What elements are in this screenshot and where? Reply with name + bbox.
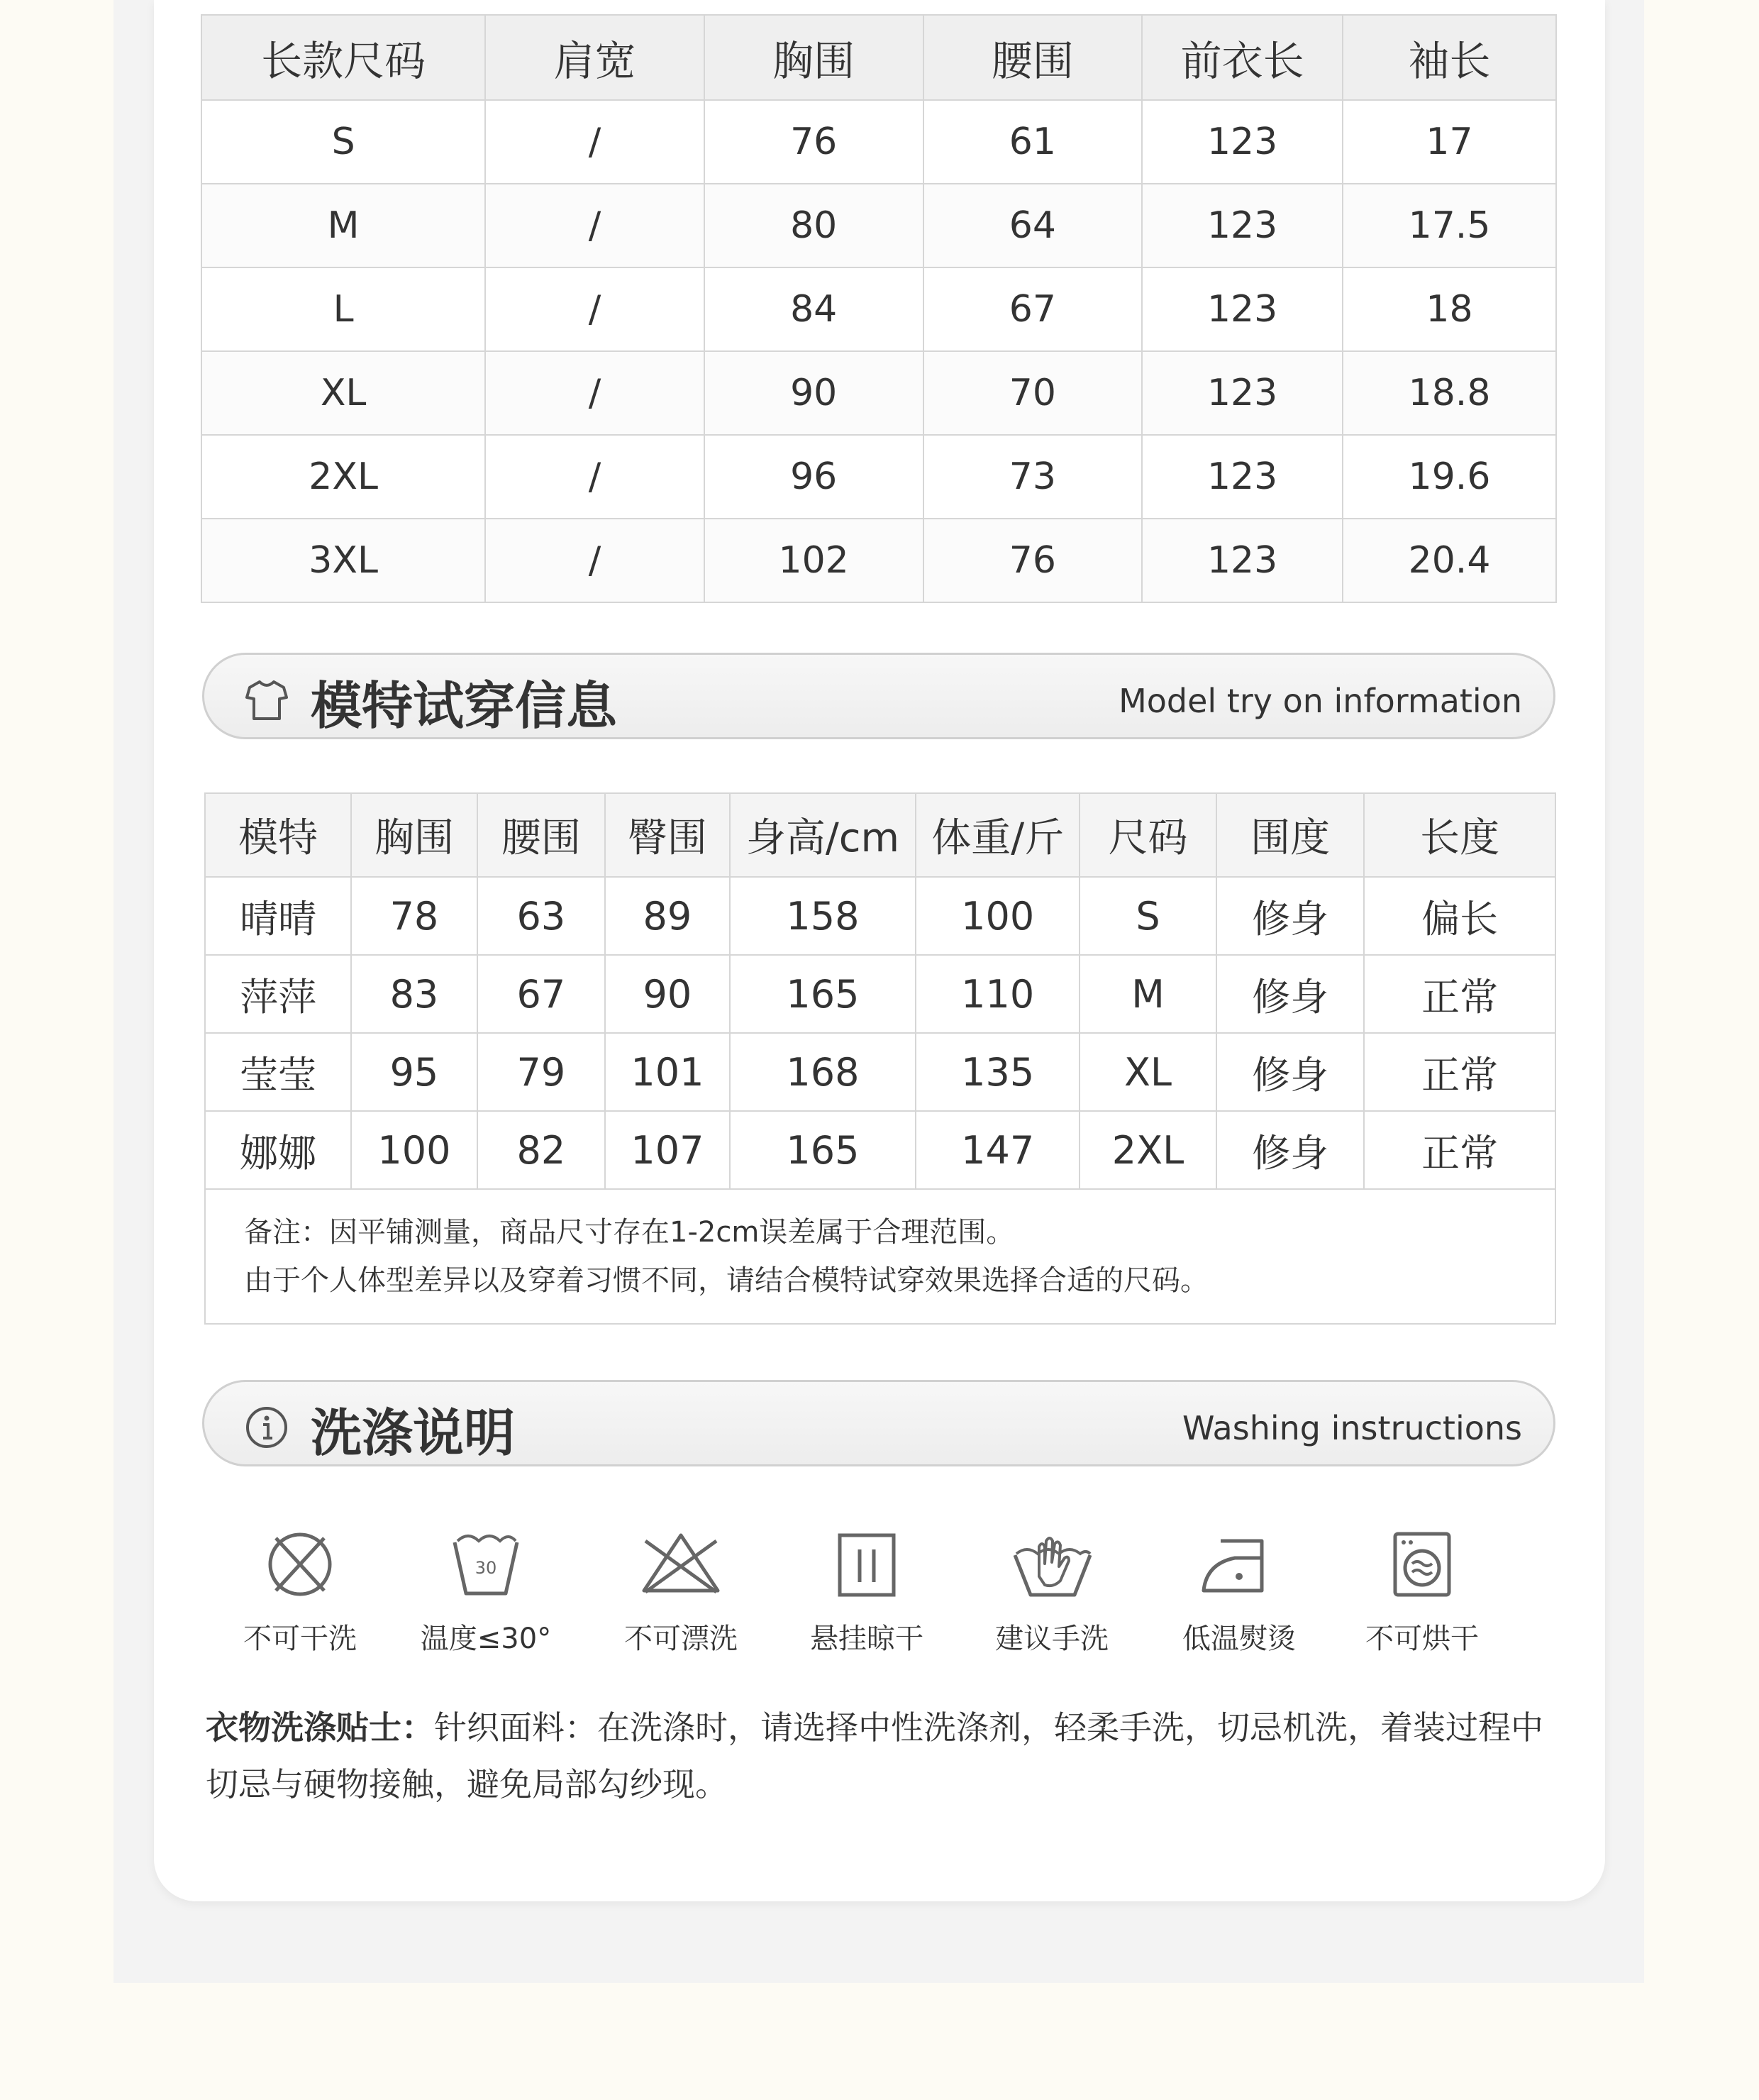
model-cell: 165: [730, 955, 916, 1033]
header-cell: 胸围: [704, 15, 923, 100]
model-cell: 79: [477, 1033, 606, 1111]
size-cell: /: [485, 435, 704, 519]
model-cell: 萍萍: [205, 955, 351, 1033]
model-cell: 63: [477, 877, 606, 955]
size-cell: 17.5: [1343, 184, 1556, 267]
wash-label: 不可烘干: [1365, 1623, 1479, 1655]
model-cell: 正常: [1364, 955, 1555, 1033]
model-cell: S: [1080, 877, 1216, 955]
model-cell: 晴晴: [205, 877, 351, 955]
model-cell: 67: [477, 955, 606, 1033]
size-cell: 123: [1142, 435, 1343, 519]
model-cell: 95: [351, 1033, 477, 1111]
model-info-banner: [202, 653, 1555, 739]
size-cell: 18: [1343, 267, 1556, 351]
model-cell: 101: [605, 1033, 729, 1111]
model-cell: 100: [916, 877, 1080, 955]
model-cell: 正常: [1364, 1033, 1555, 1111]
note-line: 备注：因平铺测量，商品尺寸存在1-2cm误差属于合理范围。: [244, 1216, 1015, 1249]
size-cell: /: [485, 351, 704, 435]
washing-banner: [202, 1380, 1555, 1466]
header-cell: 体重/斤: [916, 793, 1080, 877]
size-cell: 96: [704, 435, 923, 519]
tips-title: 衣物洗涤贴士：: [206, 1708, 434, 1747]
wash-item: [970, 1525, 1133, 1657]
size-cell: XL: [201, 351, 485, 435]
model-cell: 莹莹: [205, 1033, 351, 1111]
model-cell: 89: [605, 877, 729, 955]
note-row: [205, 1189, 1555, 1324]
header-cell: 腰围: [923, 15, 1143, 100]
washing-tips: [206, 1699, 1567, 1813]
model-cell: 100: [351, 1111, 477, 1189]
model-cell: 修身: [1216, 955, 1364, 1033]
table-row: [205, 877, 1555, 955]
note-line: 由于个人体型差异以及穿着习惯不同，请结合模特试穿效果选择合适的尺码。: [244, 1264, 1209, 1297]
size-cell: 123: [1142, 519, 1343, 602]
wash-item: [1158, 1525, 1321, 1657]
size-cell: 20.4: [1343, 519, 1556, 602]
size-cell: L: [201, 267, 485, 351]
washing-subtitle: Washing instructions: [1182, 1409, 1522, 1447]
size-cell: 70: [923, 351, 1143, 435]
model-cell: 82: [477, 1111, 606, 1189]
hang-dry-icon: [810, 1525, 923, 1603]
model-info-subtitle: Model try on information: [1119, 682, 1522, 720]
wash-item: [599, 1525, 762, 1657]
model-cell: 娜娜: [205, 1111, 351, 1189]
table-row: [205, 1033, 1555, 1111]
wash-temp-text: 30: [475, 1558, 497, 1578]
wash-label: 不可干洗: [243, 1623, 357, 1655]
hand-wash-icon: [995, 1525, 1109, 1603]
size-cell: 76: [923, 519, 1143, 602]
washing-title: 洗涤说明: [311, 1403, 516, 1463]
model-cell: 修身: [1216, 1033, 1364, 1111]
model-cell: 正常: [1364, 1111, 1555, 1189]
header-cell: 臀围: [605, 793, 729, 877]
model-cell: 90: [605, 955, 729, 1033]
header-cell: 身高/cm: [730, 793, 916, 877]
size-table-header: [201, 15, 1556, 100]
size-cell: 123: [1142, 100, 1343, 184]
model-cell: 168: [730, 1033, 916, 1111]
size-cell: 123: [1142, 267, 1343, 351]
model-table: [204, 792, 1556, 1325]
size-cell: 17: [1343, 100, 1556, 184]
size-cell: 64: [923, 184, 1143, 267]
wash-label: 低温熨烫: [1182, 1623, 1296, 1655]
size-cell: /: [485, 519, 704, 602]
header-cell: 长度: [1364, 793, 1555, 877]
tips-body: 针织面料：在洗涤时，请选择中性洗涤剂，轻柔手洗，切忌机洗，着装过程中切忌与硬物接触，避免局部勾纱现。: [206, 1708, 1543, 1803]
shirt-icon: [244, 678, 289, 723]
size-cell: 2XL: [201, 435, 485, 519]
header-cell: 腰围: [477, 793, 606, 877]
model-cell: 107: [605, 1111, 729, 1189]
model-cell: 147: [916, 1111, 1080, 1189]
size-cell: 61: [923, 100, 1143, 184]
model-cell: 78: [351, 877, 477, 955]
model-cell: 修身: [1216, 1111, 1364, 1189]
wash-item: [404, 1525, 567, 1657]
size-cell: 73: [923, 435, 1143, 519]
size-cell: 76: [704, 100, 923, 184]
model-info-title: 模特试穿信息: [311, 676, 618, 736]
model-cell: 135: [916, 1033, 1080, 1111]
model-cell: 165: [730, 1111, 916, 1189]
model-cell: 158: [730, 877, 916, 955]
model-table-header: [205, 793, 1555, 877]
header-cell: 尺码: [1080, 793, 1216, 877]
no-bleach-icon: [624, 1525, 738, 1603]
size-cell: 84: [704, 267, 923, 351]
no-tumble-dry-icon: [1365, 1525, 1479, 1603]
size-cell: /: [485, 267, 704, 351]
size-cell: 18.8: [1343, 351, 1556, 435]
size-cell: 123: [1142, 351, 1343, 435]
size-cell: 3XL: [201, 519, 485, 602]
table-row: [205, 955, 1555, 1033]
wash-item: [785, 1525, 948, 1657]
size-cell: 90: [704, 351, 923, 435]
model-cell: 修身: [1216, 877, 1364, 955]
table-row: [201, 100, 1556, 184]
size-cell: 67: [923, 267, 1143, 351]
size-cell: 80: [704, 184, 923, 267]
table-row: [201, 267, 1556, 351]
size-cell: M: [201, 184, 485, 267]
low-iron-icon: [1182, 1525, 1296, 1603]
table-row: [201, 351, 1556, 435]
header-cell: 袖长: [1343, 15, 1556, 100]
size-table: [201, 14, 1557, 603]
model-cell: 2XL: [1080, 1111, 1216, 1189]
model-cell: 83: [351, 955, 477, 1033]
info-icon: [244, 1405, 289, 1450]
size-note: [205, 1189, 1555, 1324]
model-cell: XL: [1080, 1033, 1216, 1111]
table-row: [201, 184, 1556, 267]
model-cell: M: [1080, 955, 1216, 1033]
header-cell: 长款尺码: [201, 15, 485, 100]
header-cell: 前衣长: [1142, 15, 1343, 100]
size-cell: /: [485, 100, 704, 184]
wash-label: 建议手洗: [995, 1623, 1109, 1655]
no-dry-clean-icon: [243, 1525, 357, 1603]
wash-label: 温度≤30°: [420, 1623, 552, 1655]
size-cell: 123: [1142, 184, 1343, 267]
header-cell: 胸围: [351, 793, 477, 877]
size-cell: /: [485, 184, 704, 267]
table-row: [201, 519, 1556, 602]
model-cell: 偏长: [1364, 877, 1555, 955]
size-cell: 19.6: [1343, 435, 1556, 519]
wash-30-icon: [429, 1525, 543, 1603]
wash-label: 不可漂洗: [624, 1623, 738, 1655]
table-row: [205, 1111, 1555, 1189]
wash-item: [1341, 1525, 1504, 1657]
wash-item: [218, 1525, 382, 1657]
wash-label: 悬挂晾干: [810, 1623, 923, 1655]
model-cell: 110: [916, 955, 1080, 1033]
table-row: [201, 435, 1556, 519]
size-cell: S: [201, 100, 485, 184]
header-cell: 模特: [205, 793, 351, 877]
header-cell: 肩宽: [485, 15, 704, 100]
size-cell: 102: [704, 519, 923, 602]
header-cell: 围度: [1216, 793, 1364, 877]
